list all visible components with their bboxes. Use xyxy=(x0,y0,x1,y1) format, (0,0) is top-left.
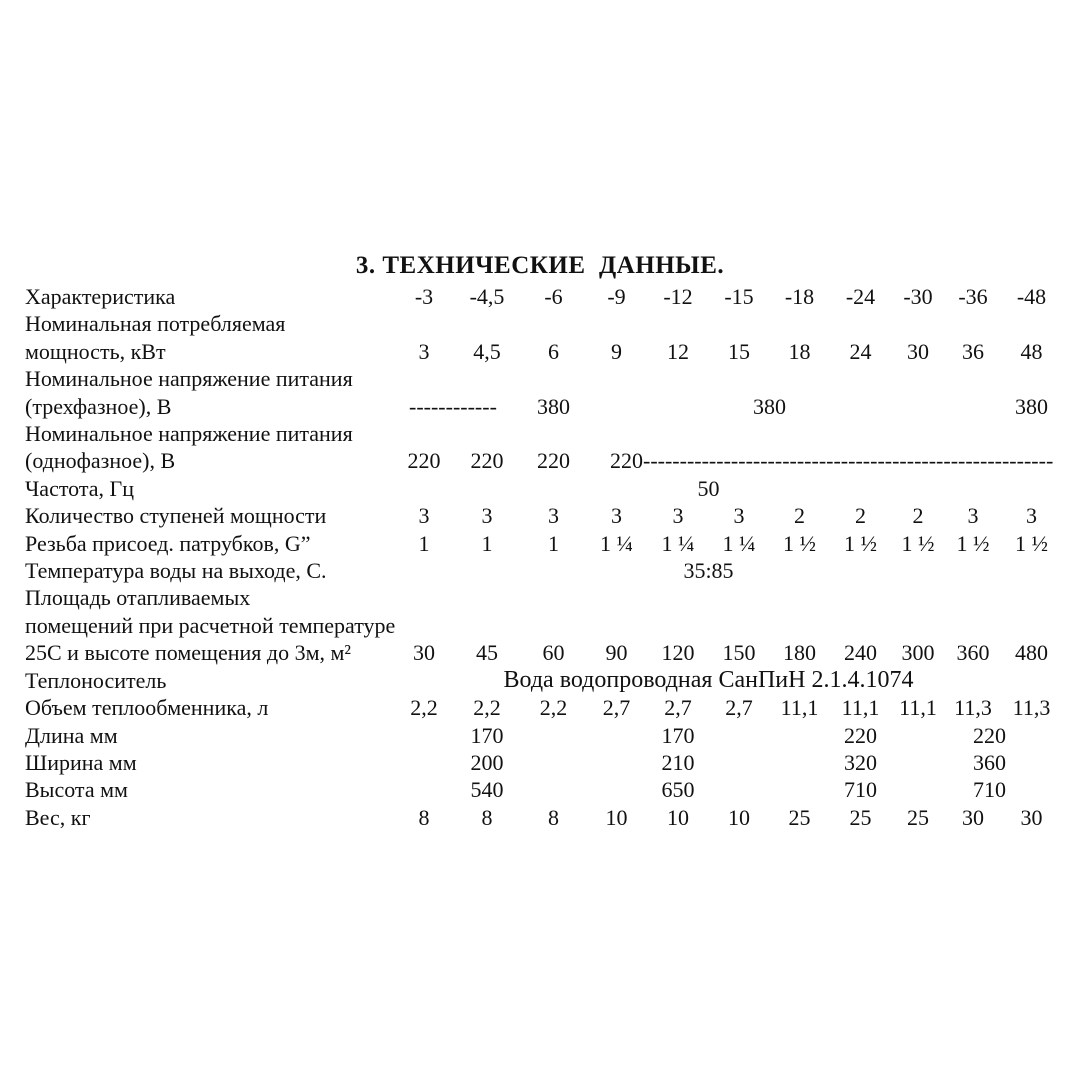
page-title: 3. ТЕХНИЧЕСКИЕ ДАННЫЕ. xyxy=(355,252,725,279)
cell-power-steps-2: 3 xyxy=(548,503,559,529)
technical-data-table-body xyxy=(18,283,1062,831)
row-voltage-1ph-line1 xyxy=(18,420,1062,447)
cell-length-7: 220 xyxy=(973,722,1006,748)
cell-thread-6: 1 ½ xyxy=(783,530,816,556)
cell-width-3: 210 xyxy=(661,749,695,775)
row-frequency xyxy=(18,475,1062,502)
cell-power-steps-5: 3 xyxy=(733,503,745,529)
cell-area-line3-9: 360 xyxy=(956,640,990,666)
row-label-characteristic: Характеристика xyxy=(25,284,176,309)
row-label-water-temp: Температура воды на выходе, С. xyxy=(25,558,327,584)
cell-weight-8: 25 xyxy=(907,804,929,830)
row-nominal-power-line2 xyxy=(18,338,1062,365)
cell-weight-4: 10 xyxy=(667,804,689,830)
cell-characteristic-9: -36 xyxy=(958,284,988,309)
cell-area-line3-10: 480 xyxy=(1015,640,1048,666)
cell-volume-7: 11,1 xyxy=(841,695,880,721)
row-width xyxy=(18,749,1062,776)
cell-width-0 xyxy=(395,749,453,776)
cell-thread-10: 1 ½ xyxy=(1015,530,1048,556)
row-coolant xyxy=(18,667,1062,694)
cell-height-1: 540 xyxy=(470,777,504,803)
cell-length-0 xyxy=(395,722,453,749)
row-height xyxy=(18,776,1062,803)
cell-length-3: 170 xyxy=(661,722,695,748)
cell-voltage-3ph-line2-0: ------------ xyxy=(409,393,497,419)
row-area-line3 xyxy=(18,639,1062,666)
cell-weight-3: 10 xyxy=(605,804,628,830)
cell-volume-0: 2,2 xyxy=(410,695,438,721)
cell-thread-0: 1 xyxy=(418,530,430,556)
cell-height-2 xyxy=(521,776,647,803)
cell-nominal-power-line1-0 xyxy=(395,310,1062,337)
row-label-length: Длина мм xyxy=(25,722,118,748)
cell-length-1: 170 xyxy=(470,722,504,748)
cell-area-line1-0 xyxy=(395,584,1062,611)
cell-characteristic-0: -3 xyxy=(414,284,434,309)
cell-power-steps-4: 3 xyxy=(672,503,684,529)
cell-area-line3-3: 90 xyxy=(605,640,628,666)
cell-frequency-0: 50 xyxy=(697,475,720,501)
cell-characteristic-10: -48 xyxy=(1016,284,1047,309)
cell-volume-2: 2,2 xyxy=(539,695,568,721)
cell-power-steps-3: 3 xyxy=(611,503,622,529)
cell-voltage-3ph-line2-1: 380 xyxy=(537,393,570,419)
row-voltage-3ph-line2 xyxy=(18,393,1062,420)
cell-characteristic-2: -6 xyxy=(544,284,563,309)
cell-voltage-3ph-line2-4 xyxy=(830,393,1001,420)
row-label-area-line2: помещений при расчетной температуре xyxy=(25,612,396,638)
cell-power-steps-10: 3 xyxy=(1026,503,1037,529)
cell-area-line3-7: 240 xyxy=(844,640,877,666)
cell-area-line3-8: 300 xyxy=(901,640,935,666)
cell-voltage-3ph-line2-3: 380 xyxy=(753,393,786,419)
cell-volume-8: 11,1 xyxy=(899,695,937,721)
cell-thread-4: 1 ¼ xyxy=(661,530,695,556)
cell-length-2 xyxy=(521,722,647,749)
cell-characteristic-1: -4,5 xyxy=(469,284,505,309)
cell-nominal-power-line2-2: 6 xyxy=(548,338,559,364)
technical-data-table xyxy=(18,283,1062,831)
cell-nominal-power-line2-10: 48 xyxy=(1020,338,1043,364)
cell-thread-1: 1 xyxy=(481,530,493,556)
cell-volume-6: 11,1 xyxy=(780,695,819,721)
cell-nominal-power-line2-7: 24 xyxy=(849,338,872,364)
cell-width-1: 200 xyxy=(470,749,504,775)
cell-voltage-1ph-line2-0: 220 xyxy=(407,448,441,474)
cell-nominal-power-line2-5: 15 xyxy=(728,338,750,364)
cell-volume-9: 11,3 xyxy=(954,695,992,721)
cell-voltage-1ph-line2-3: 220-------------------------------------------------------- xyxy=(610,448,1054,474)
cell-weight-1: 8 xyxy=(481,804,493,830)
cell-width-5: 320 xyxy=(844,749,877,775)
cell-area-line3-4: 120 xyxy=(661,640,695,666)
cell-nominal-power-line2-8: 30 xyxy=(907,338,929,364)
row-label-width: Ширина мм xyxy=(25,749,137,775)
cell-area-line3-5: 150 xyxy=(722,640,756,666)
cell-width-4 xyxy=(709,749,830,776)
cell-width-7: 360 xyxy=(973,749,1006,775)
row-volume xyxy=(18,694,1062,721)
row-label-area-line1: Площадь отапливаемых xyxy=(25,585,251,611)
cell-weight-5: 10 xyxy=(728,804,750,830)
row-label-volume: Объем теплообменника, л xyxy=(25,695,269,721)
row-label-power-steps: Количество ступеней мощности xyxy=(25,503,327,529)
row-thread xyxy=(18,530,1062,557)
cell-area-line3-0: 30 xyxy=(413,640,435,666)
cell-power-steps-0: 3 xyxy=(418,503,430,529)
cell-power-steps-9: 3 xyxy=(967,503,979,529)
cell-voltage-1ph-line2-2: 220 xyxy=(537,448,570,474)
cell-thread-5: 1 ¼ xyxy=(722,530,756,556)
cell-nominal-power-line2-4: 12 xyxy=(667,338,689,364)
row-label-nominal-power-line2: мощность, кВт xyxy=(25,338,166,364)
cell-thread-7: 1 ½ xyxy=(844,530,877,556)
cell-height-7: 710 xyxy=(973,777,1006,803)
cell-weight-9: 30 xyxy=(962,804,984,830)
cell-weight-10: 30 xyxy=(1020,804,1043,830)
cell-voltage-3ph-line2-2 xyxy=(586,393,709,420)
row-label-weight: Вес, кг xyxy=(25,804,91,830)
cell-nominal-power-line2-0: 3 xyxy=(418,338,430,364)
row-label-nominal-power-line1: Номинальная потребляемая xyxy=(25,311,286,337)
cell-nominal-power-line2-1: 4,5 xyxy=(473,338,501,364)
row-label-voltage-1ph-line2: (однофазное), В xyxy=(25,448,176,474)
cell-water-temp-0: 35:85 xyxy=(683,558,734,584)
row-water-temp xyxy=(18,557,1062,584)
cell-height-5: 710 xyxy=(844,777,877,803)
row-area-line2 xyxy=(18,612,1062,639)
cell-weight-7: 25 xyxy=(849,804,872,830)
cell-coolant-0: Вода водопроводная СанПиН 2.1.4.1074 xyxy=(503,666,914,693)
cell-thread-8: 1 ½ xyxy=(901,530,935,556)
cell-weight-6: 25 xyxy=(788,804,811,830)
row-label-voltage-3ph-line1: Номинальное напряжение питания xyxy=(25,366,353,392)
cell-width-2 xyxy=(521,749,647,776)
cell-power-steps-6: 2 xyxy=(794,503,805,529)
row-area-line1 xyxy=(18,584,1062,611)
cell-height-0 xyxy=(395,776,453,803)
cell-power-steps-7: 2 xyxy=(855,503,866,529)
cell-volume-3: 2,7 xyxy=(602,695,631,721)
cell-nominal-power-line2-6: 18 xyxy=(788,338,811,364)
row-characteristic xyxy=(18,283,1062,310)
cell-voltage-3ph-line1-0 xyxy=(395,365,1062,392)
cell-voltage-1ph-line1-0 xyxy=(395,420,1062,447)
cell-height-4 xyxy=(709,776,830,803)
cell-weight-2: 8 xyxy=(548,804,559,830)
cell-characteristic-8: -30 xyxy=(903,284,933,309)
row-length xyxy=(18,722,1062,749)
cell-thread-2: 1 xyxy=(548,530,559,556)
cell-length-4 xyxy=(709,722,830,749)
row-voltage-3ph-line1 xyxy=(18,365,1062,392)
row-label-area-line3: 25С и высоте помещения до 3м, м² xyxy=(25,640,352,666)
row-label-thread: Резьба присоед. патрубков, G” xyxy=(25,530,311,556)
cell-area-line3-1: 45 xyxy=(476,640,498,666)
cell-nominal-power-line2-9: 36 xyxy=(962,338,984,364)
row-label-voltage-1ph-line1: Номинальное напряжение питания xyxy=(25,421,353,447)
cell-power-steps-1: 3 xyxy=(481,503,493,529)
cell-characteristic-4: -12 xyxy=(663,284,693,309)
cell-characteristic-5: -15 xyxy=(724,284,754,309)
cell-volume-5: 2,7 xyxy=(725,695,753,721)
cell-length-5: 220 xyxy=(844,722,877,748)
cell-weight-0: 8 xyxy=(418,804,430,830)
cell-thread-3: 1 ¼ xyxy=(600,530,633,556)
row-label-voltage-3ph-line2: (трехфазное), В xyxy=(25,393,172,419)
cell-height-3: 650 xyxy=(661,777,695,803)
row-label-coolant: Теплоноситель xyxy=(25,667,167,693)
cell-thread-9: 1 ½ xyxy=(956,530,990,556)
cell-area-line3-6: 180 xyxy=(783,640,816,666)
row-nominal-power-line1 xyxy=(18,310,1062,337)
cell-characteristic-6: -18 xyxy=(784,284,815,309)
cell-volume-10: 11,3 xyxy=(1012,695,1051,721)
cell-characteristic-3: -9 xyxy=(607,284,626,309)
cell-power-steps-8: 2 xyxy=(912,503,924,529)
row-power-steps xyxy=(18,502,1062,529)
cell-characteristic-7: -24 xyxy=(845,284,876,309)
row-voltage-1ph-line2 xyxy=(18,447,1062,474)
cell-voltage-3ph-line2-5: 380 xyxy=(1015,393,1048,419)
row-label-frequency: Частота, Гц xyxy=(25,475,135,501)
row-label-height: Высота мм xyxy=(25,777,128,803)
cell-volume-4: 2,7 xyxy=(664,695,692,721)
cell-voltage-1ph-line2-1: 220 xyxy=(470,448,504,474)
cell-area-line2-0 xyxy=(395,612,1062,639)
cell-area-line3-2: 60 xyxy=(542,640,565,666)
cell-volume-1: 2,2 xyxy=(473,695,501,721)
row-weight xyxy=(18,804,1062,831)
cell-nominal-power-line2-3: 9 xyxy=(611,338,622,364)
